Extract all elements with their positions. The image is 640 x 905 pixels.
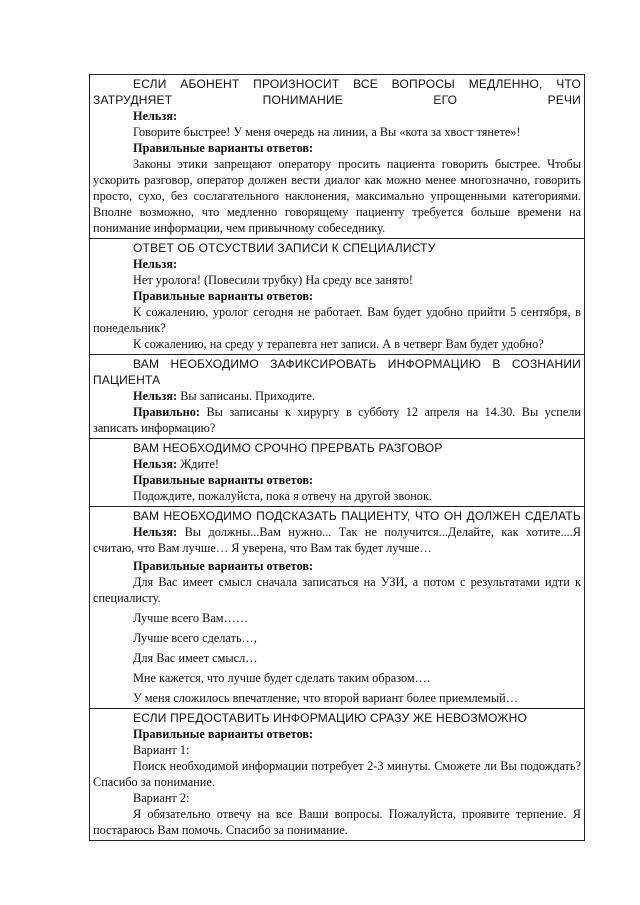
forbidden-text: Ждите!: [180, 457, 219, 471]
section-no-appointment: [89, 239, 585, 355]
variant-text: Я обязательно отвечу на все Ваши вопросы. Пожалуйста, проявите терпение. Я постараюсь Вам помочь. Спасибо за понимание.: [93, 807, 581, 837]
correct-label: Правильные варианты ответов:: [133, 727, 314, 741]
correct-label: Правильные варианты ответов:: [133, 289, 314, 303]
correct-text: Вы записаны к хирургу в субботу 12 апреля на 14.30. Вы успели записать информацию?: [93, 405, 581, 435]
forbidden-row: [93, 524, 581, 556]
forbidden-text: Нет уролога! (Повесили трубку) На среду все занято!: [133, 273, 414, 287]
answer-text: Для Вас имеет смысл сначала записаться на УЗИ, а потом с результатами идти к специалисту.: [93, 575, 581, 605]
section-title: ЕСЛИ АБОНЕНТ ПРОИЗНОСИТ ВСЕ ВОПРОСЫ МЕДЛЕННО, ЧТО ЗАТРУДНЯЕТ ПОНИМАНИЕ ЕГО РЕЧИ: [93, 77, 581, 107]
section-suggest-action: [89, 507, 585, 709]
answer-text: Мне кажется, что лучше будет сделать таким образом….: [133, 671, 431, 685]
variant-label: Вариант 2:: [133, 791, 190, 805]
forbidden-text: Вы записаны. Приходите.: [180, 389, 315, 403]
forbidden-label: Нельзя:: [133, 257, 178, 271]
document-page: [89, 74, 585, 841]
section-slow-speaker: [89, 74, 585, 239]
answer-text: У меня сложилось впечатление, что второй вариант более приемлемый…: [133, 691, 519, 705]
section-title: ВАМ НЕОБХОДИМО ЗАФИКСИРОВАТЬ ИНФОРМАЦИЮ В СОЗНАНИИ ПАЦИЕНТА: [93, 357, 581, 387]
answer-text: К сожалению, на среду у терапевта нет записи. А в четверг Вам будет удобно?: [133, 337, 544, 351]
forbidden-row: [93, 388, 581, 404]
section-title: ОТВЕТ ОБ ОТСУСТВИИ ЗАПИСИ К СПЕЦИАЛИСТУ: [133, 241, 436, 255]
correct-text: Законы этики запрещают оператору просить пациента говорить быстрее. Чтобы ускорить разговор, оператор должен вести диалог как можно менее многозначно, говорить просто, сухо, без сослагательного наклонения, максимально упрощенными категориями. Вполне возможно, что медленно говорящему пациенту требуется больше времени на понимание информации, чем привычному собеседнику.: [93, 157, 581, 235]
section-title: ЕСЛИ ПРЕДОСТАВИТЬ ИНФОРМАЦИЮ СРАЗУ ЖЕ НЕВОЗМОЖНО: [133, 711, 527, 725]
section-title: ВАМ НЕОБХОДИМО ПОДСКАЗАТЬ ПАЦИЕНТУ, ЧТО ОН ДОЛЖЕН СДЕЛАТЬ: [133, 509, 581, 523]
forbidden-label: Нельзя:: [133, 389, 178, 403]
correct-label: Правильные варианты ответов:: [133, 559, 314, 573]
variant-text: Поиск необходимой информации потребует 2-3 минуты. Сможете ли Вы подождать? Спасибо за понимание.: [93, 759, 581, 789]
forbidden-label: Нельзя:: [133, 525, 178, 539]
answer-text: К сожалению, уролог сегодня не работает. Вам будет удобно прийти 5 сентября, в понедельник?: [93, 305, 581, 335]
correct-label: Правильные варианты ответов:: [133, 141, 314, 155]
forbidden-label: Нельзя:: [133, 457, 178, 471]
answer-text: Лучше всего сделать…,: [133, 631, 257, 645]
forbidden-row: [93, 456, 581, 472]
forbidden-text: Говорите быстрее! У меня очередь на линии, а Вы «кота за хвост тянете»!: [133, 125, 521, 139]
correct-label: Правильные варианты ответов:: [133, 473, 314, 487]
section-info-unavailable: [89, 709, 585, 841]
section-fix-information: [89, 355, 585, 439]
correct-row: [93, 404, 581, 436]
variant-label: Вариант 1:: [133, 743, 190, 757]
section-interrupt-call: [89, 439, 585, 507]
answer-text: Для Вас имеет смысл…: [133, 651, 258, 665]
section-title: ВАМ НЕОБХОДИМО СРОЧНО ПРЕРВАТЬ РАЗГОВОР: [133, 441, 443, 455]
correct-label: Правильно:: [133, 405, 201, 419]
answer-text: Лучше всего Вам……: [133, 611, 249, 625]
correct-text: Подождите, пожалуйста, пока я отвечу на другой звонок.: [133, 489, 433, 503]
forbidden-text: Вы должны...Вам нужно... Так не получится...Делайте, как хотите....Я считаю, что Вам лучше… Я уверена, что Вам так будет лучше…: [93, 525, 581, 555]
forbidden-label: Нельзя:: [133, 109, 178, 123]
